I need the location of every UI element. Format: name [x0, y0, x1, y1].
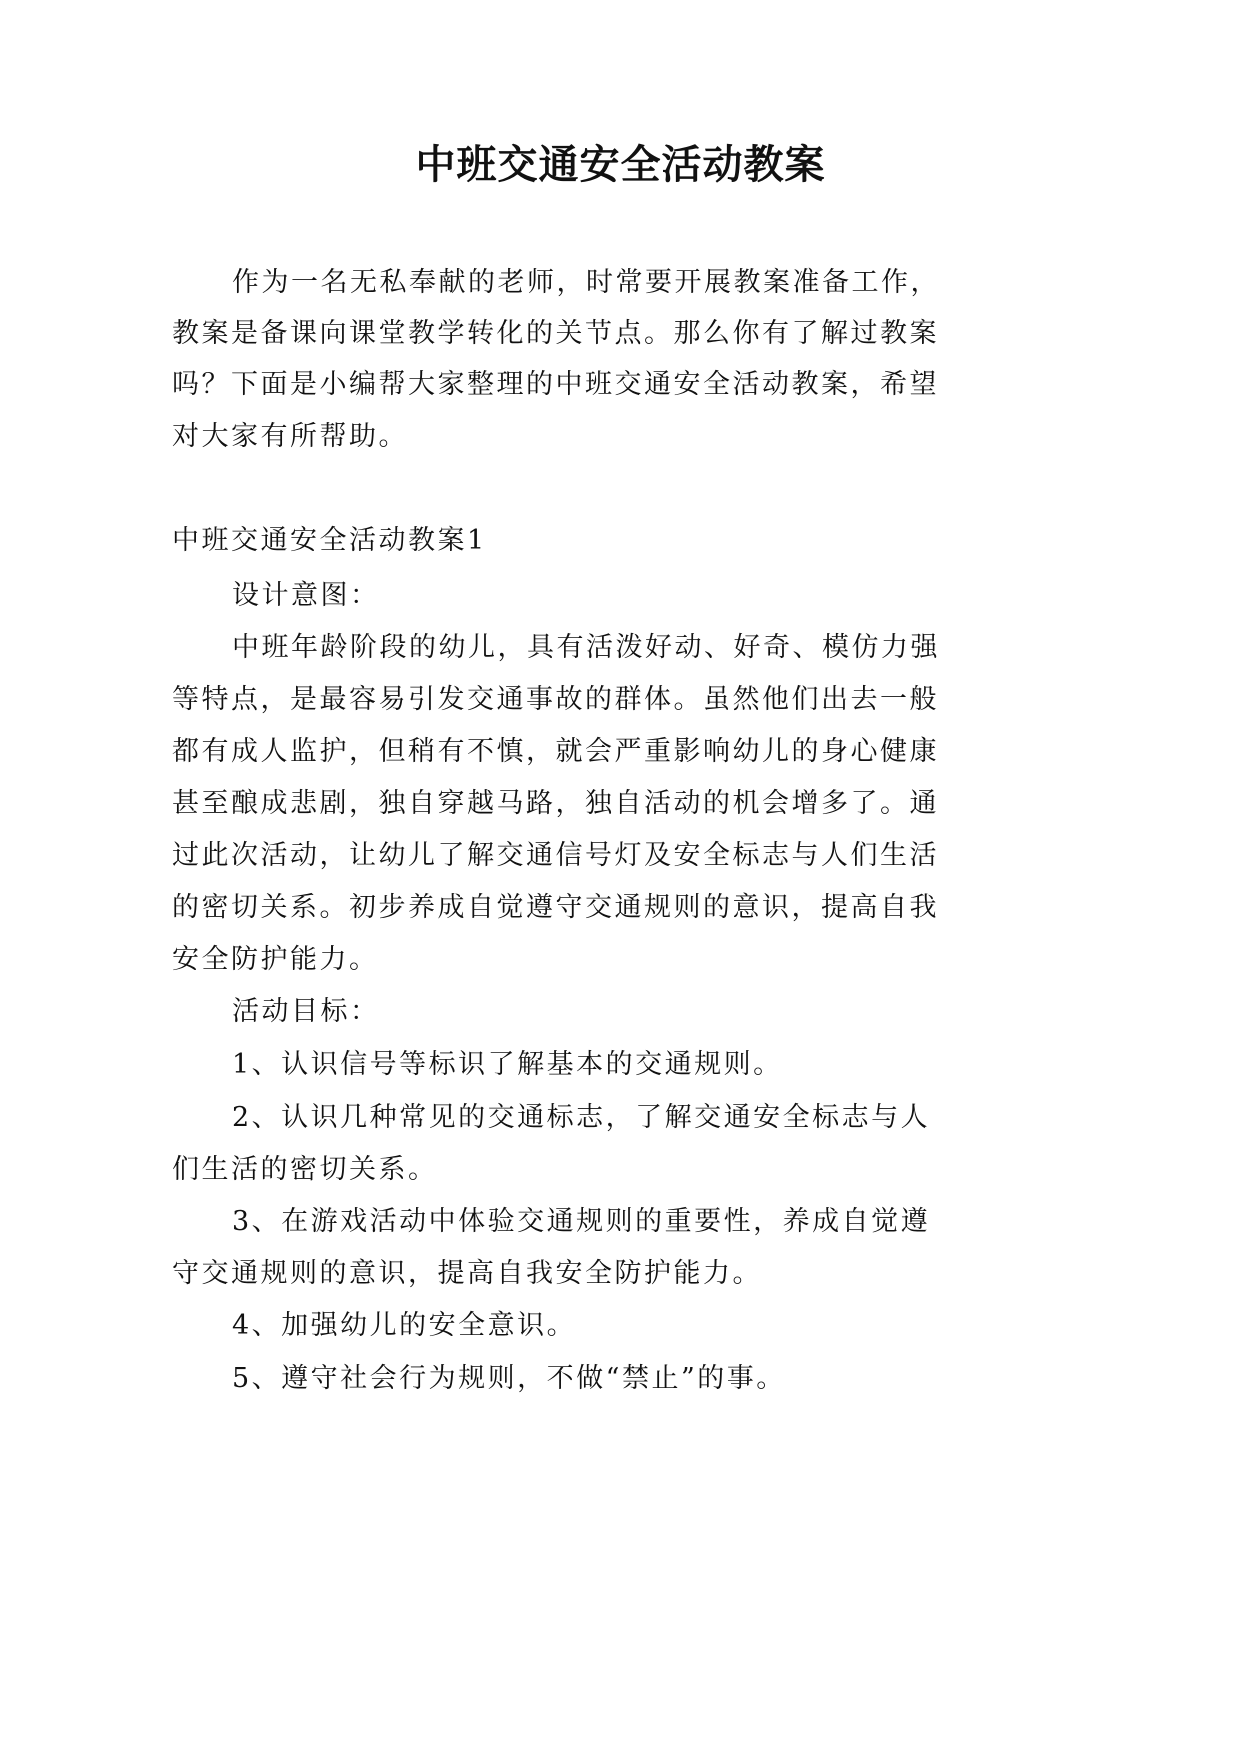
design-line: 的密切关系。初步养成自觉遵守交通规则的意识，提高自我	[172, 892, 939, 923]
design-line: 甚至酿成悲剧，独自穿越马路，独自活动的机会增多了。通	[172, 788, 939, 819]
document-title: 中班交通安全活动教案	[415, 141, 826, 188]
intro-line: 教案是备课向课堂教学转化的关节点。那么你有了解过教案	[172, 318, 939, 349]
design-label: 设计意图：	[232, 580, 380, 611]
intro-line: 对大家有所帮助。	[172, 421, 408, 452]
goal-line: 3、在游戏活动中体验交通规则的重要性，养成自觉遵	[232, 1206, 931, 1237]
goal-line: 1、认识信号等标识了解基本的交通规则。	[232, 1049, 783, 1080]
section-heading: 中班交通安全活动教案1	[172, 525, 487, 556]
goal-line: 守交通规则的意识，提高自我安全防护能力。	[172, 1258, 762, 1289]
goals-label: 活动目标：	[232, 996, 380, 1027]
design-line: 中班年龄阶段的幼儿，具有活泼好动、好奇、模仿力强	[232, 632, 940, 663]
intro-line: 吗？下面是小编帮大家整理的中班交通安全活动教案，希望	[172, 369, 939, 400]
design-line: 都有成人监护，但稍有不慎，就会严重影响幼儿的身心健康	[172, 736, 939, 767]
design-line: 过此次活动，让幼儿了解交通信号灯及安全标志与人们生活	[172, 840, 939, 871]
design-line: 等特点，是最容易引发交通事故的群体。虽然他们出去一般	[172, 684, 939, 715]
goal-line: 4、加强幼儿的安全意识。	[232, 1310, 577, 1341]
goal-line: 2、认识几种常见的交通标志，了解交通安全标志与人	[232, 1102, 931, 1133]
goal-line: 们生活的密切关系。	[172, 1154, 438, 1185]
intro-line: 作为一名无私奉献的老师，时常要开展教案准备工作，	[232, 267, 940, 298]
goal-line: 5、遵守社会行为规则，不做“禁止”的事。	[232, 1363, 786, 1394]
design-line: 安全防护能力。	[172, 944, 379, 975]
